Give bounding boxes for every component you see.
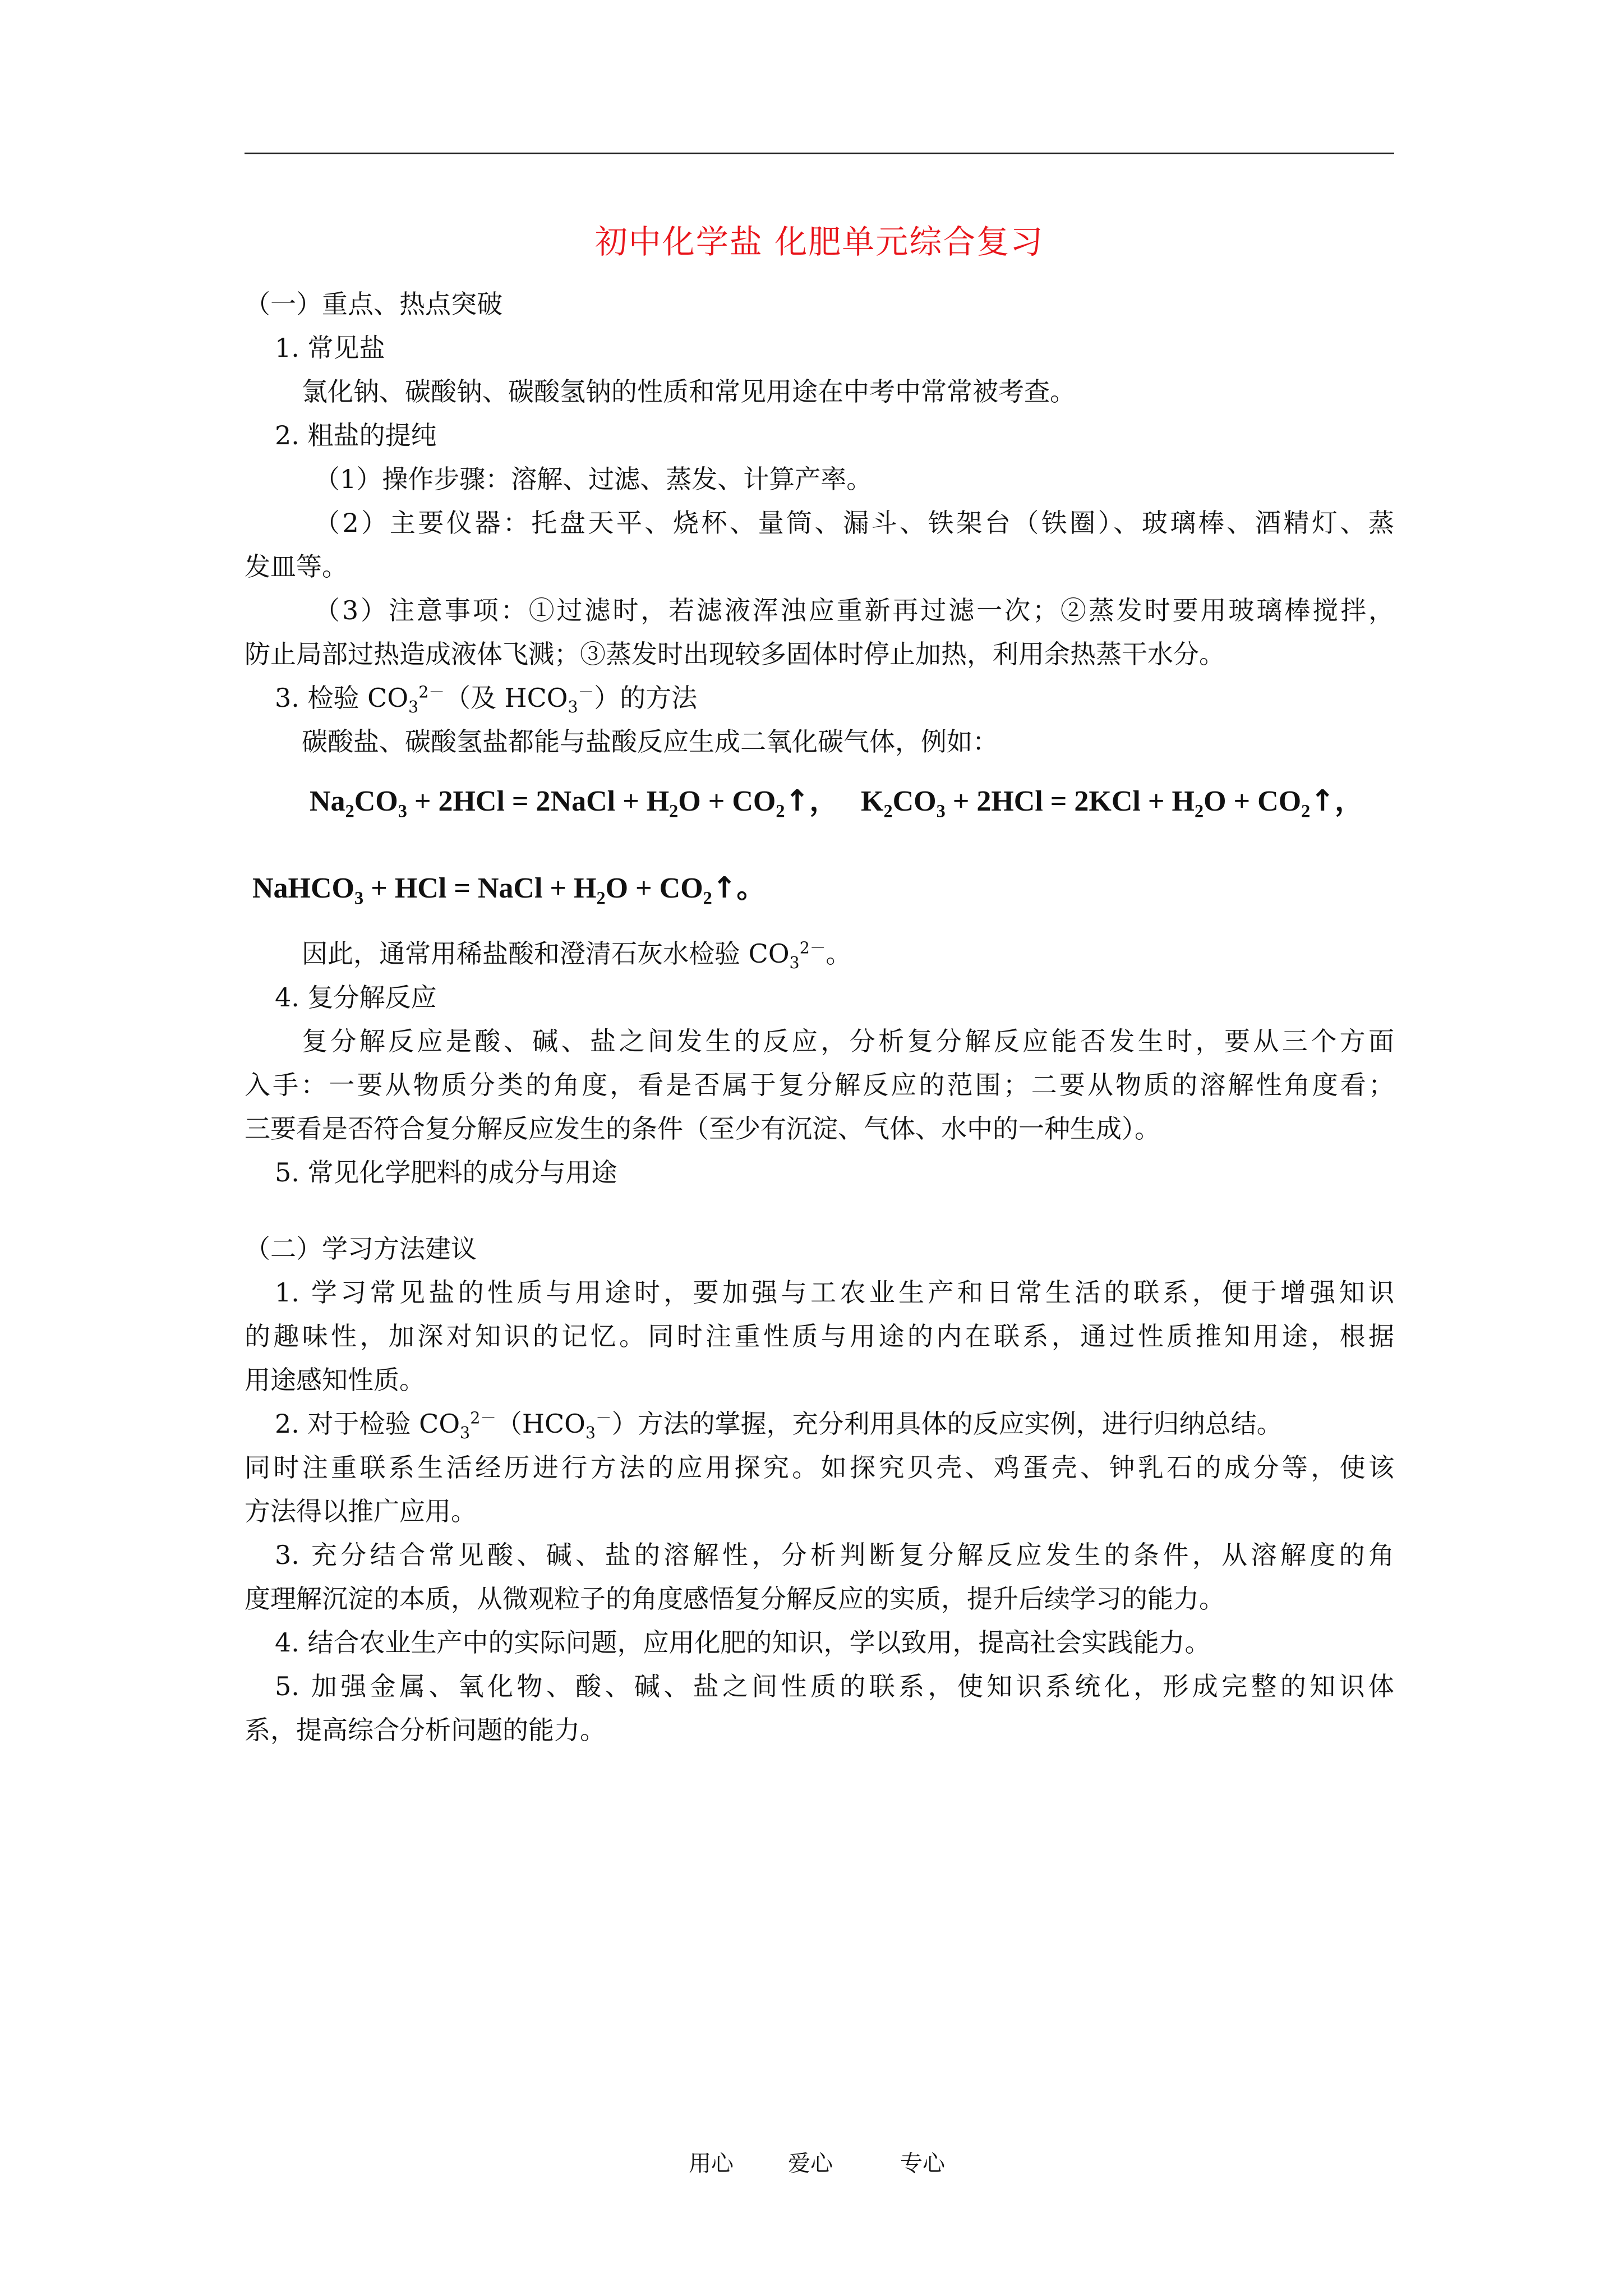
footer-word-1: 用心 [689, 2151, 734, 2177]
advice2-line1 [275, 1407, 1283, 1441]
page-title: 初中化学盐 化肥单元综合复习 [594, 223, 1044, 261]
advice2-line3: 方法得以推广应用。 [245, 1496, 477, 1526]
eq3-term-a: NaHCO [252, 872, 354, 904]
advice2-sup2: － [596, 1409, 612, 1428]
item3-heading-sub2: 3 [568, 698, 578, 717]
advice4-line1: 4. 结合农业生产中的实际问题，应用化肥的知识，学以致用，提高社会实践能力。 [275, 1627, 1211, 1658]
eq2-sub-d: 2 [1301, 800, 1311, 821]
gas-arrow-icon: ↑ [785, 784, 810, 818]
advice2-suffix: ）方法的掌握，充分利用具体的反应实例，进行归纳总结。 [611, 1409, 1283, 1439]
advice5-line2: 系，提高综合分析问题的能力。 [245, 1715, 606, 1745]
item2-step2-line1: （2）主要仪器：托盘天平、烧杯、量筒、漏斗、铁架台（铁圈）、玻璃棒、酒精灯、蒸 [314, 508, 1394, 538]
advice3-line1: 3. 充分结合常见酸、碱、盐的溶解性，分析判断复分解反应发生的条件，从溶解度的角 [275, 1540, 1394, 1570]
eq1-separator: ， [809, 785, 839, 817]
item3-conclusion-sub: 3 [789, 954, 800, 973]
item3-heading-sup2: － [578, 683, 594, 702]
item3-text: 碳酸盐、碳酸氢盐都能与盐酸反应生成二氧化碳气体，例如： [302, 726, 998, 757]
eq2-term-c: + 2HCl = 2KCl + H [945, 785, 1195, 817]
item3-heading-prefix: 3. 检验 CO [275, 683, 409, 713]
equation-3 [252, 868, 766, 908]
advice2-line2: 同时注重联系生活经历进行方法的应用探究。如探究贝壳、鸡蛋壳、钟乳石的成分等，使该 [245, 1452, 1394, 1483]
section1-heading: （一）重点、热点突破 [245, 289, 502, 319]
equation-1 [310, 781, 838, 821]
eq2-sub-a: 2 [883, 800, 893, 821]
item4-line3: 三要看是否符合复分解反应发生的条件（至少有沉淀、气体、水中的一种生成）。 [245, 1114, 1160, 1144]
item4-heading: 4. 复分解反应 [275, 982, 437, 1013]
eq2-term-a: K [861, 785, 884, 817]
header-rule [245, 153, 1394, 154]
advice2-mid: （HCO [496, 1409, 585, 1439]
eq1-term-d: O + CO [678, 785, 776, 817]
item3-heading [275, 681, 697, 715]
item3-conclusion-suffix: 。 [826, 938, 852, 969]
item3-heading-sub: 3 [408, 698, 419, 717]
eq3-sub-a: 3 [354, 887, 364, 908]
eq2-separator: ， [1334, 785, 1364, 817]
item2-heading: 2. 粗盐的提纯 [275, 420, 437, 450]
eq2-term-b: CO [892, 785, 937, 817]
eq1-sub-b: 3 [398, 800, 407, 821]
item1-text: 氯化钠、碳酸钠、碳酸氢钠的性质和常见用途在中考中常常被考查。 [302, 376, 1076, 407]
item4-line1: 复分解反应是酸、碱、盐之间发生的反应，分析复分解反应能否发生时，要从三个方面 [302, 1026, 1394, 1056]
eq2-sub-c: 2 [1194, 800, 1204, 821]
advice3-line2: 度理解沉淀的本质，从微观粒子的角度感悟复分解反应的实质，提升后续学习的能力。 [245, 1584, 1225, 1614]
eq3-sub-c: 2 [596, 887, 606, 908]
item2-step3-line1: （3）注意事项：①过滤时，若滤液浑浊应重新再过滤一次；②蒸发时要用玻璃棒搅拌， [314, 595, 1394, 625]
eq3-sub-d: 2 [703, 887, 712, 908]
item3-heading-sup: 2－ [418, 683, 445, 702]
advice1-line2: 的趣味性，加深对知识的记忆。同时注重性质与用途的内在联系，通过性质推知用途，根据 [245, 1321, 1394, 1351]
eq1-term-c: + 2HCl = 2NaCl + H [407, 785, 670, 817]
item4-line2: 入手：一要从物质分类的角度，看是否属于复分解反应的范围；二要从物质的溶解性角度看； [245, 1070, 1394, 1100]
item3-conclusion [302, 937, 852, 973]
item2-step1: （1）操作步骤：溶解、过滤、蒸发、计算产率。 [314, 464, 873, 494]
advice2-prefix: 2. 对于检验 CO [275, 1409, 460, 1439]
gas-arrow-icon: ↑ [712, 871, 737, 905]
item2-step3-line2: 防止局部过热造成液体飞溅；③蒸发时出现较多固体时停止加热，利用余热蒸干水分。 [245, 639, 1225, 669]
advice2-sub2: 3 [585, 1424, 596, 1443]
eq1-sub-d: 2 [776, 800, 785, 821]
eq2-term-d: O + CO [1204, 785, 1302, 817]
footer-word-2: 爱心 [788, 2151, 833, 2177]
eq3-separator: 。 [736, 872, 766, 904]
eq2-sub-b: 3 [936, 800, 946, 821]
item3-conclusion-sup: 2－ [799, 938, 826, 958]
item3-heading-mid: （及 HCO [444, 683, 568, 713]
advice5-line1: 5. 加强金属、氧化物、酸、碱、盐之间性质的联系，使知识系统化，形成完整的知识体 [275, 1671, 1394, 1701]
advice2-sup: 2－ [470, 1409, 496, 1428]
item5-heading: 5. 常见化学肥料的成分与用途 [275, 1157, 617, 1188]
item3-conclusion-prefix: 因此，通常用稀盐酸和澄清石灰水检验 CO [302, 938, 790, 969]
eq3-term-d: O + CO [605, 872, 703, 904]
advice1-line1: 1. 学习常见盐的性质与用途时，要加强与工农业生产和日常生活的联系，便于增强知识 [275, 1277, 1394, 1308]
eq1-term-a: Na [310, 785, 345, 817]
item3-heading-suffix: ）的方法 [594, 683, 698, 713]
equation-2 [861, 781, 1364, 821]
gas-arrow-icon: ↑ [1310, 784, 1335, 818]
item1-heading: 1. 常见盐 [275, 333, 385, 363]
section2-heading: （二）学习方法建议 [245, 1234, 477, 1264]
eq3-term-c: + HCl = NaCl + H [363, 872, 597, 904]
advice1-line3: 用途感知性质。 [245, 1365, 425, 1395]
footer-word-3: 专心 [900, 2151, 945, 2177]
item2-step2-line2: 发皿等。 [245, 551, 348, 582]
eq1-sub-a: 2 [345, 800, 354, 821]
eq1-term-b: CO [354, 785, 398, 817]
eq1-sub-c: 2 [669, 800, 679, 821]
advice2-sub: 3 [460, 1424, 471, 1443]
